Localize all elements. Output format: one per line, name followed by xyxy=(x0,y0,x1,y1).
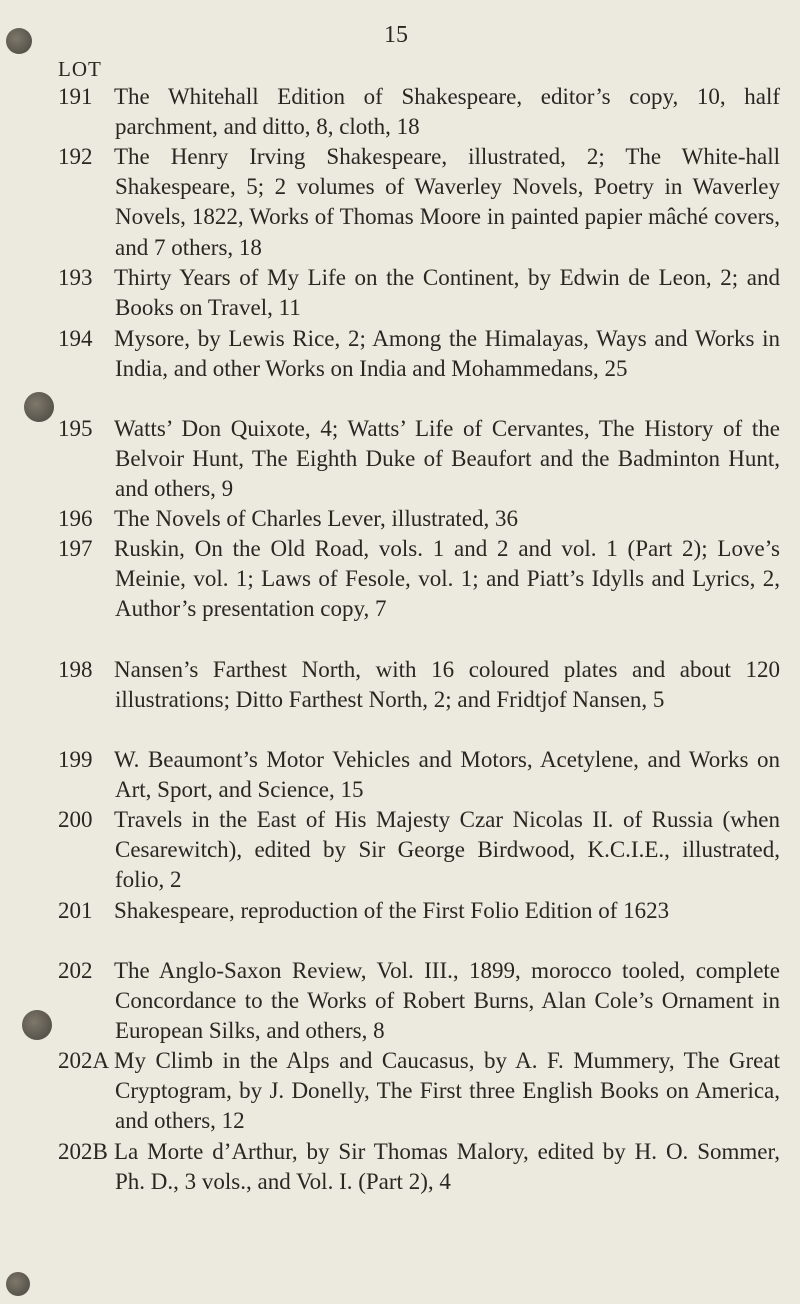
lot-description: Thirty Years of My Life on the Continent, by Edwin de Leon, 2; and Books on Travel, 11 xyxy=(114,265,780,321)
lot-description: La Morte d’Arthur, by Sir Thomas Malory, edited by H. O. Sommer, Ph. D., 3 vols., and Vol. I. (Part 2), 4 xyxy=(114,1139,780,1195)
lot-description: Nansen’s Farthest North, with 16 coloured plates and about 120 illustrations; Ditto Farthest North, 2; and Fridtjof Nansen, 5 xyxy=(114,657,780,713)
lot-column-header: LOT xyxy=(58,57,102,81)
lot-description: My Climb in the Alps and Caucasus, by A. F. Mummery, The Great Cryptogram, by J. Donelly, The First three English Books on America, and others, 12 xyxy=(114,1048,780,1134)
lot-number: 191 xyxy=(58,84,93,109)
lot-description: The Anglo-Saxon Review, Vol. III., 1899, morocco tooled, complete Concordance to the Works of Robert Burns, Alan Cole’s Ornament in European Silks, and others, 8 xyxy=(114,958,780,1044)
lot-description: Shakespeare, reproduction of the First Folio Edition of 1623 xyxy=(114,898,670,923)
lot-description: The Novels of Charles Lever, illustrated, 36 xyxy=(114,506,519,531)
lot-number: 200 xyxy=(58,807,93,832)
lot-number: 202B xyxy=(58,1139,108,1164)
lot-description: The Whitehall Edition of Shakespeare, editor’s copy, 10, half parchment, and ditto, 8, cloth, 18 xyxy=(114,84,780,140)
lot-description: W. Beaumont’s Motor Vehicles and Motors, Acetylene, and Works on Art, Sport, and Science, 15 xyxy=(114,747,780,803)
lot-number: 195 xyxy=(58,416,93,441)
lot-number: 199 xyxy=(58,747,93,772)
binding-hole-top xyxy=(6,28,32,54)
lot-number: 197 xyxy=(58,536,93,561)
binding-hole-bottom xyxy=(6,1272,30,1296)
lot-number: 192 xyxy=(58,144,93,169)
lot-description: Ruskin, On the Old Road, vols. 1 and 2 and vol. 1 (Part 2); Love’s Meinie, vol. 1; Laws of Fesole, vol. 1; and Piatt’s Idylls and Lyrics, 2, Author’s presentation copy, 7 xyxy=(114,536,780,622)
lot-description: Watts’ Don Quixote, 4; Watts’ Life of Cervantes, The History of the Belvoir Hunt, The Eighth Duke of Beaufort and the Badminton Hunt, and others, 9 xyxy=(114,416,780,502)
lot-number: 193 xyxy=(58,265,93,290)
binding-hole-upper xyxy=(24,392,54,422)
lot-number: 198 xyxy=(58,657,93,682)
page-number: 15 xyxy=(384,22,408,48)
lot-number: 202 xyxy=(58,958,93,983)
lot-description: Travels in the East of His Majesty Czar Nicolas II. of Russia (when Cesarewitch), edited by Sir George Birdwood, K.C.I.E., illustrated, folio, 2 xyxy=(114,807,780,893)
lot-number: 202A xyxy=(58,1048,110,1073)
lot-number: 194 xyxy=(58,326,93,351)
lot-number: 196 xyxy=(58,506,93,531)
binding-hole-lower xyxy=(22,1010,52,1040)
lot-description: The Henry Irving Shakespeare, illustrated, 2; The White-hall Shakespeare, 5; 2 volumes of Waverley Novels, Poetry in Waverley Novels, 1822, Works of Thomas Moore in painted papier mâché covers, and 7 others, 18 xyxy=(114,144,780,260)
lot-description: Mysore, by Lewis Rice, 2; Among the Himalayas, Ways and Works in India, and other Works on India and Mohammedans, 25 xyxy=(114,326,780,382)
lot-number: 201 xyxy=(58,898,93,923)
